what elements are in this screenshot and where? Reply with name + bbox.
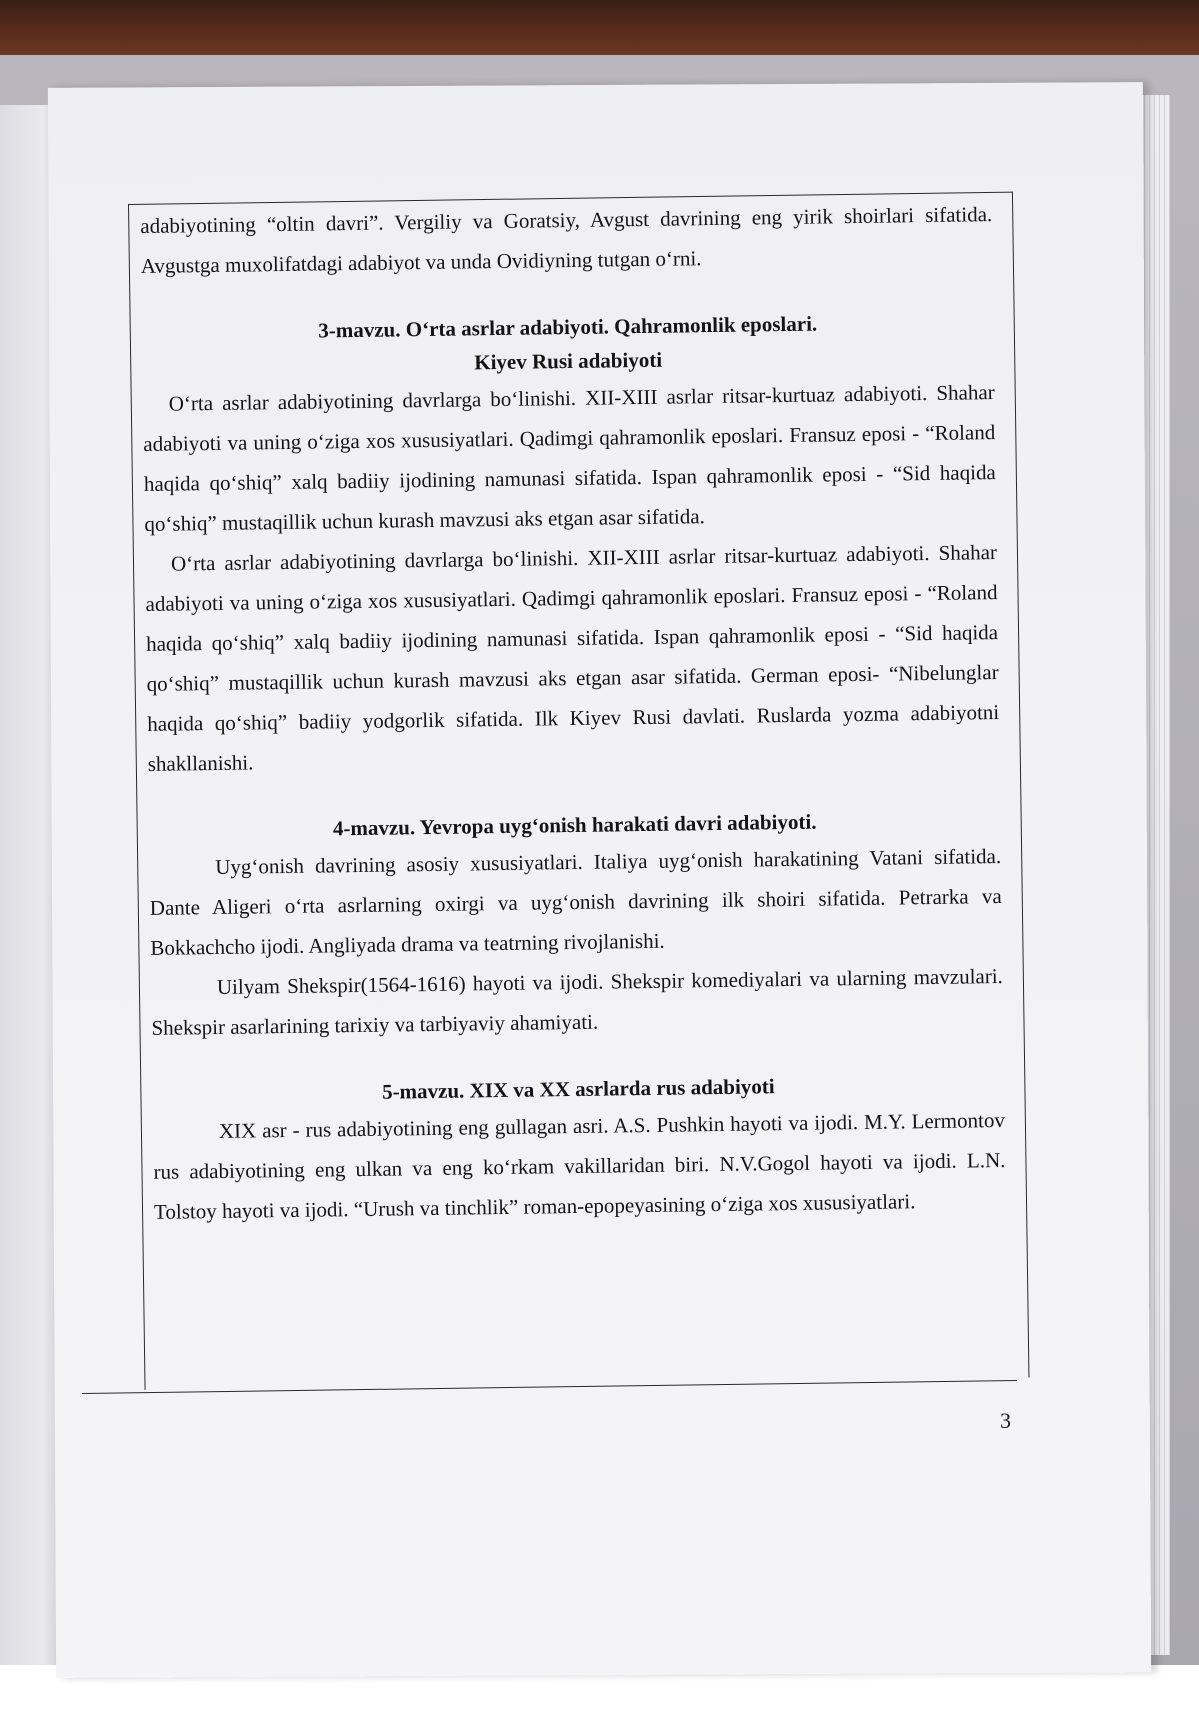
section-3-title: 3-mavzu. Oʻrta asrlar adabiyoti. Qahramonlik eposlari. xyxy=(318,311,818,343)
section-3-paragraph-2: Oʻrta asrlar adabiyotining davrlarga boʻlinishi. XII-XIII asrlar ritsar-kurtuaz adabiyoti. Shahar adabiyoti va uning oʻziga xos xususiyatlari. Qadimgi qahramonlik eposlari. Fransuz eposi - “Roland haqida qoʻshiq” xalq badiiy ijodining namunasi sifatida. Ispan qahramonlik eposi - “Sid haqida qoʻshiq” mustaqillik uchun kurash mavzusi aks etgan asar sifatida. German eposi- “Nibelunglar haqida qoʻshiq” badiiy yodgorlik sifatida. Ilk Kiyev Rusi davlati. Ruslarda yozma adabiyotni shakllanishi. xyxy=(145,540,1000,776)
section-4-paragraph-2: Uilyam Shekspir(1564-1616) hayoti va ijodi. Shekspir komediyalari va ularning mavzulari. Shekspir asarlarining tarixiy va tarbiyaviy ahamiyati. xyxy=(151,964,1004,1040)
section-4-title: 4-mavzu. Yevropa uygʻonish harakati davri adabiyoti. xyxy=(332,809,817,841)
page-number: 3 xyxy=(1000,1408,1011,1433)
intro-paragraph: adabiyotining “oltin davri”. Vergiliy va Goratsiy, Avgust davrining eng yirik shoirlari sifatida. Avgustga muxolifatdagi adabiyot va unda Ovidiyning tutgan oʻrni. xyxy=(140,202,993,278)
section-3-paragraph-1: Oʻrta asrlar adabiyotining davrlarga boʻlinishi. XII-XIII asrlar ritsar-kurtuaz adabiyoti. Shahar adabiyoti va uning oʻziga xos xususiyatlari. Qadimgi qahramonlik eposlari. Fransuz eposi - “Roland haqida qoʻshiq” xalq badiiy ijodining namunasi sifatida. Ispan qahramonlik eposi - “Sid haqida qoʻshiq” mustaqillik uchun kurash mavzusi aks etgan asar sifatida. xyxy=(143,380,996,536)
background-top xyxy=(0,0,1199,60)
section-4-paragraph-1: Uygʻonish davrining asosiy xususiyatlari. Italiya uygʻonish harakatining Vatani sifatida. Dante Aligeri oʻrta asrlarning oxirgi va uygʻonish davrining ilk shoiri sifatida. Petrarka va Bokkachcho ijodi. Angliyada drama va teatrning rivojlanishi. xyxy=(149,844,1002,960)
section-5-paragraph-1: XIX asr - rus adabiyotining eng gullagan asri. A.S. Pushkin hayoti va ijodi. M.Y. Lermontov rus adabiyotining eng ulkan va eng koʻrkam vakillaridan biri. N.V.Gogol hayoti va ijodi. L.N. Tolstoy hayoti va ijodi. “Urush va tinchlik” roman-epopeyasining oʻziga xos xususiyatlari. xyxy=(153,1108,1006,1224)
section-5-title: 5-mavzu. XIX va XX asrlarda rus adabiyoti xyxy=(381,1074,775,1104)
page-content xyxy=(140,194,1006,1232)
section-3-subtitle: Kiyev Rusi adabiyoti xyxy=(474,347,663,375)
